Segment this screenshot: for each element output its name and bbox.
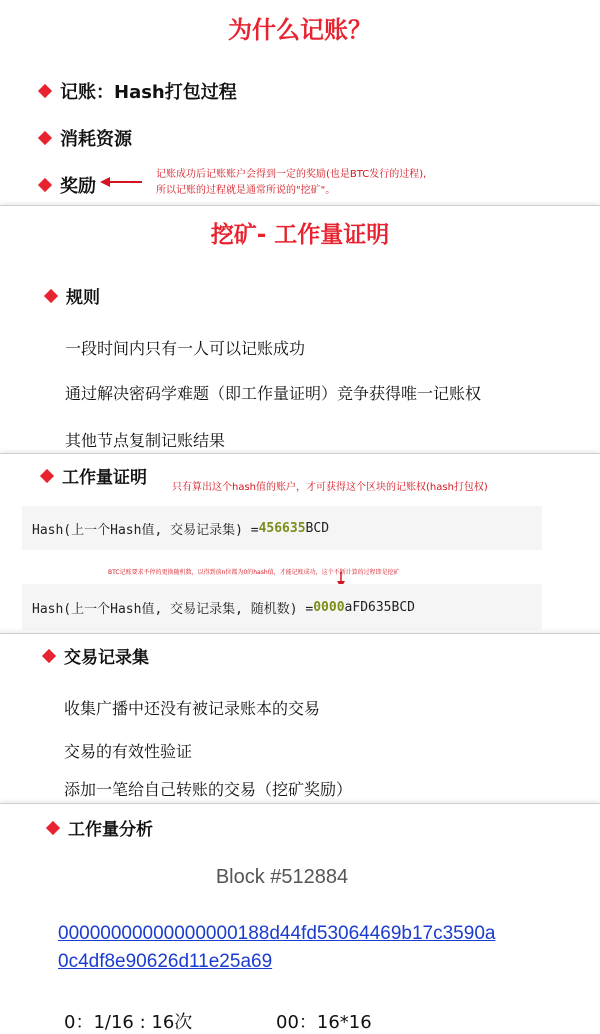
bullet-resource-cost [40, 125, 132, 151]
tx-line: 收集广播中还没有被记录账本的交易 [64, 699, 321, 718]
heading-label: 工作量证明 [62, 468, 147, 488]
slide-proof-of-work [0, 453, 600, 633]
code-highlight: 0000 [313, 599, 345, 615]
heading-label: 交易记录集 [64, 648, 149, 668]
hash-formula-1 [22, 506, 542, 550]
slide-work-analysis [0, 803, 600, 1034]
diamond-bullet-icon [44, 288, 58, 302]
arrow-left-icon [100, 175, 144, 189]
code-prefix: Hash(上一个Hash值, 交易记录集, 随机数) = [32, 601, 314, 617]
diamond-bullet-icon [46, 820, 60, 834]
diamond-bullet-icon [38, 84, 52, 98]
hash-line-2: 0c4df8e90626d11e25a69 [58, 951, 273, 972]
slide-mining-pow [0, 205, 600, 453]
bullet-label: 记账：Hash打包过程 [60, 82, 237, 103]
block-hash-link[interactable] [58, 920, 495, 976]
pow-note-top: 只有算出这个hash值的账户，才可获得这个区块的记账权(hash打包权) [172, 482, 488, 493]
analysis-heading [48, 815, 153, 840]
pow-heading [42, 463, 147, 488]
reward-note-line1: 记账成功后记账账户会得到一定的奖励(也是BTC发行的过程), [156, 169, 427, 180]
slide-transaction-set [0, 633, 600, 803]
reward-note-line2: 所以记账的过程就是通常所说的"挖矿"。 [156, 185, 336, 196]
bullet-hash-packing [40, 78, 237, 104]
tx-heading [44, 643, 149, 668]
diamond-bullet-icon [42, 648, 56, 662]
slide-title: 挖矿- 工作量证明 [210, 222, 390, 248]
slide-why-bookkeeping [0, 0, 600, 205]
slide-title: 为什么记账？ [228, 16, 372, 44]
rule-line: 其他节点复制记账结果 [65, 431, 226, 450]
code-suffix: BCD [305, 520, 330, 536]
rule-line: 通过解决密码学难题（即工作量证明）竞争获得唯一记账权 [65, 384, 482, 403]
rule-line: 一段时间内只有一人可以记账成功 [65, 339, 306, 358]
stat-two-zero: 00：16*16 [276, 1012, 372, 1033]
stat-one-zero: 0：1/16 : 16次 [64, 1012, 193, 1033]
bullet-reward [40, 172, 96, 198]
diamond-bullet-icon [40, 468, 54, 482]
heading-label: 规则 [66, 288, 100, 308]
code-suffix: aFD635BCD [344, 599, 415, 615]
rules-heading [46, 283, 100, 308]
code-highlight: 456635 [258, 520, 306, 536]
tx-line: 添加一笔给自己转账的交易（挖矿奖励） [64, 780, 353, 799]
heading-label: 工作量分析 [68, 820, 153, 840]
tx-line: 交易的有效性验证 [64, 742, 193, 761]
code-prefix: Hash(上一个Hash值, 交易记录集) = [32, 522, 259, 538]
hash-line-1: 00000000000000000188d44fd53064469b17c3590a [58, 923, 496, 944]
diamond-bullet-icon [38, 178, 52, 192]
pow-note-mid: BTC记账要求不停的更换随机数，以得到前n位都为0的hash值，才能记账成功，这个不断计算的过程即是挖矿 [108, 569, 400, 576]
hash-formula-2 [22, 584, 542, 630]
bullet-label: 奖励 [60, 176, 96, 197]
bullet-label: 消耗资源 [60, 129, 132, 150]
block-label: Block #512884 [215, 866, 349, 888]
diamond-bullet-icon [38, 131, 52, 145]
